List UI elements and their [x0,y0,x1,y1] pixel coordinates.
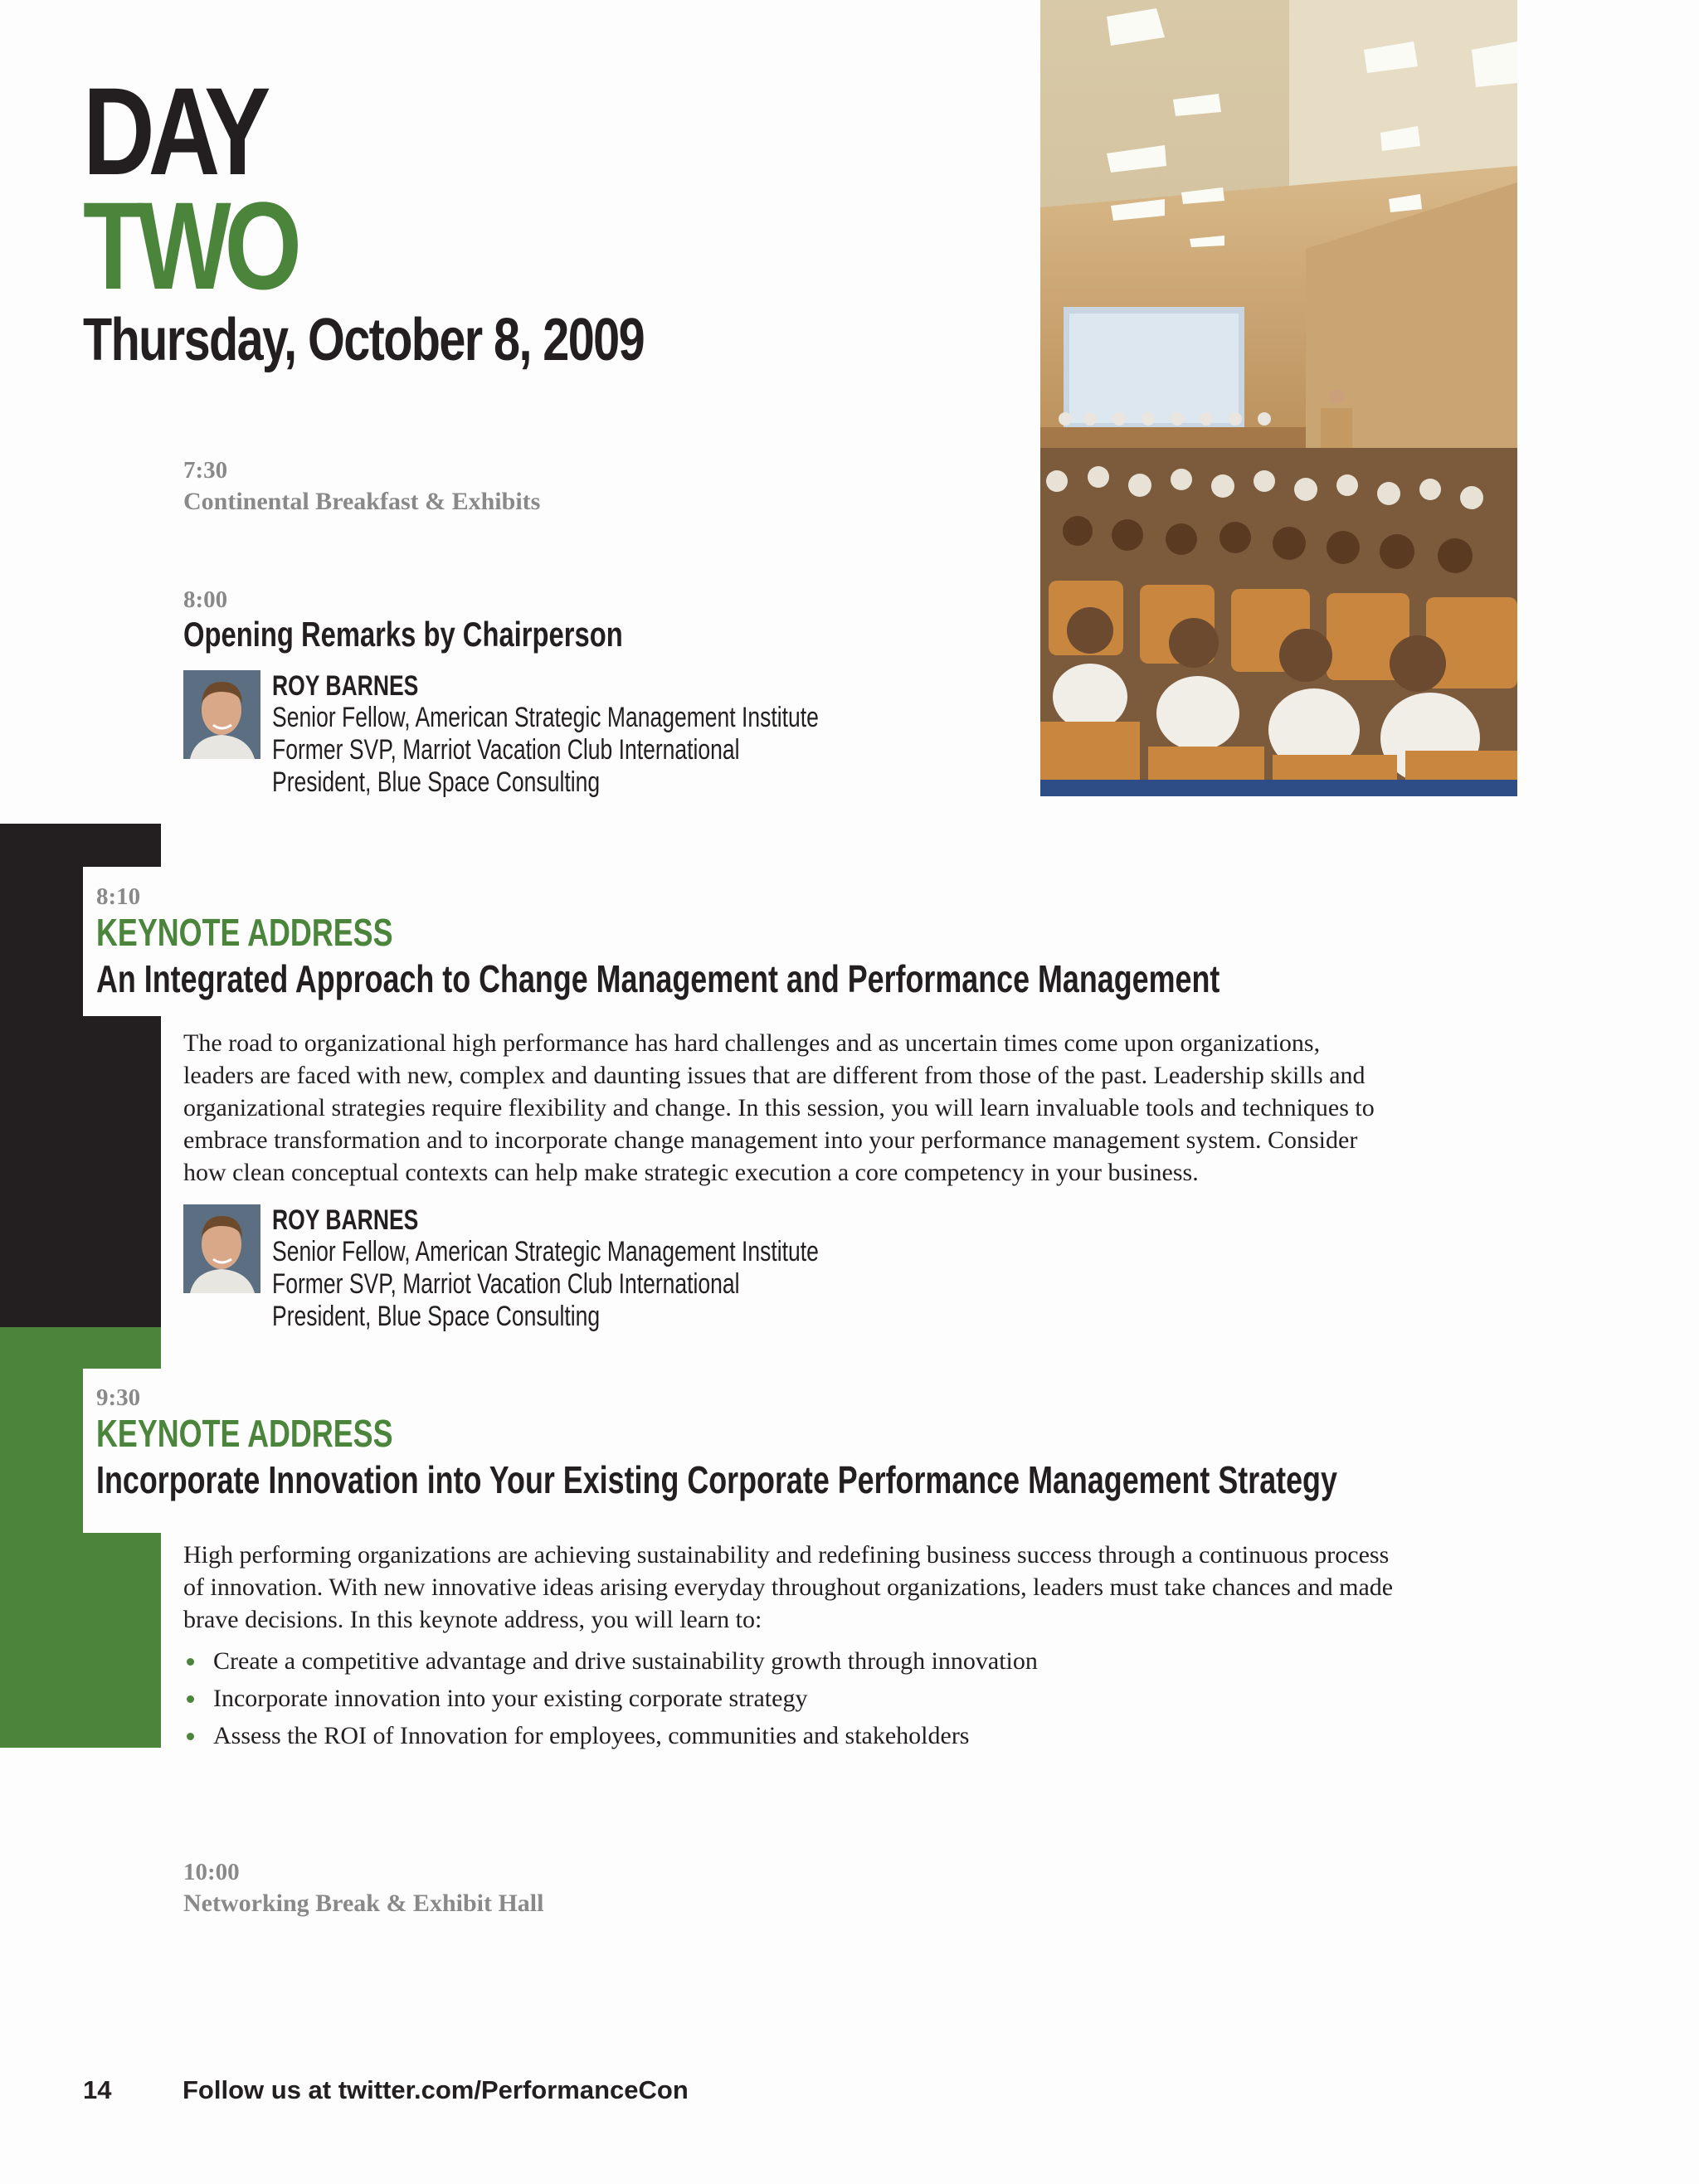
event-date: Thursday, October 8, 2009 [83,307,645,373]
description-line: leaders are faced with new, complex and daunting issues that are different from those of the past. Leadership skills and [183,1062,1366,1089]
speaker-block [183,670,1013,803]
description-line: brave decisions. In this keynote address, you will learn to: [183,1606,762,1633]
description-line: of innovation. With new innovative ideas arising everyday throughout organizations, leaders must take chances and made [183,1574,1394,1601]
bullet-icon [187,1658,194,1666]
conference-audience-photo [1040,0,1517,796]
list-item-text: Incorporate innovation into your existing corporate strategy [213,1685,808,1712]
description-line: organizational strategies require flexibility and change. In this session, you will learn invaluable tools and techniques to [183,1094,1375,1121]
keynote-label: KEYNOTE ADDRESS [96,911,393,954]
twitter-follow-link[interactable]: Follow us at twitter.com/PerformanceCon [183,2075,689,2104]
speaker-title-line: Former SVP, Marriot Vacation Club International [272,1268,740,1300]
session-title: Opening Remarks by Chairperson [183,615,623,654]
speaker-title-line: President, Blue Space Consulting [272,766,601,798]
session-title: Continental Breakfast & Exhibits [183,488,541,515]
learning-points-list [183,1642,1038,1754]
description-line: The road to organizational high performance has hard challenges and as uncertain times come upon organizations, [183,1029,1321,1057]
description-line: embrace transformation and to incorporate change management into your performance management system. Consider [183,1126,1358,1154]
description-line: High performing organizations are achieving sustainability and redefining business success through a continuous process [183,1541,1390,1569]
speaker-title-line: Senior Fellow, American Strategic Management Institute [272,1236,819,1267]
keynote-title: Incorporate Innovation into Your Existing Corporate Performance Management Strategy [96,1458,1337,1501]
speaker-name: ROY BARNES [272,670,419,702]
speaker-title-line: Senior Fellow, American Strategic Management Institute [272,702,819,733]
keynote-title: An Integrated Approach to Change Management and Performance Management [96,957,1220,1000]
day-number-word: TWO [83,176,295,315]
day-word: DAY [83,61,265,201]
page-number: 14 [83,2075,112,2104]
time-label: 7:30 [183,457,228,484]
speaker-name: ROY BARNES [272,1204,419,1236]
list-item [183,1680,1038,1717]
list-item [183,1717,1038,1754]
speaker-headshot [183,1204,260,1293]
speaker-headshot [183,670,260,759]
list-item [183,1642,1038,1680]
description-line: how clean conceptual contexts can help make strategic execution a core competency in your business. [183,1159,1199,1186]
speaker-title-line: Former SVP, Marriot Vacation Club International [272,734,740,766]
list-item-text: Assess the ROI of Innovation for employees, communities and stakeholders [213,1722,970,1749]
bullet-icon [187,1695,194,1703]
time-label: 8:00 [183,586,228,613]
bullet-icon [187,1733,194,1740]
time-label: 10:00 [183,1859,240,1885]
speaker-title-line: President, Blue Space Consulting [272,1301,601,1332]
speaker-info [272,670,819,799]
keynote-label: KEYNOTE ADDRESS [96,1412,393,1455]
session-title: Networking Break & Exhibit Hall [183,1890,544,1917]
session-description [183,1027,1511,1189]
list-item-text: Create a competitive advantage and drive sustainability growth through innovation [213,1647,1038,1675]
speaker-block [183,1204,1013,1337]
speaker-info [272,1204,819,1333]
time-label: 9:30 [96,1384,141,1411]
time-label: 8:10 [96,883,141,910]
session-description [183,1539,1511,1636]
